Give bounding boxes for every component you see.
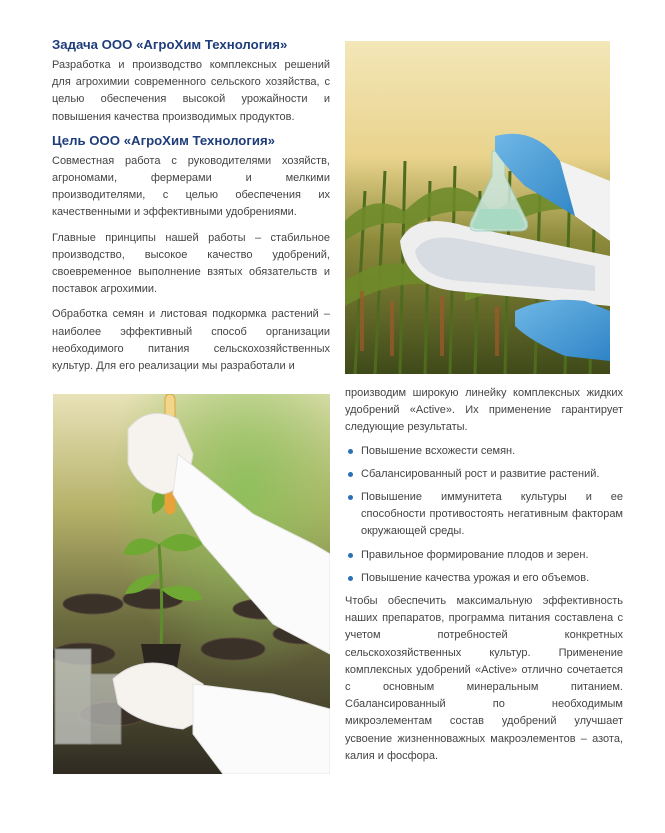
left-text-column xyxy=(52,36,330,383)
list-item: Повышение всхожести семян. xyxy=(345,443,623,460)
bullet-icon xyxy=(348,576,353,581)
goal-heading: Цель ООО «АгроХим Технология» xyxy=(52,132,275,148)
greenhouse-seedling-photo xyxy=(53,394,330,774)
principles-paragraph: Главные принципы нашей работы – стабильное производство, высокое качество удобрений, своевременное выполнение взятых обязательств и поставок агрохимии. xyxy=(52,231,330,296)
goal-paragraph: Совместная работа с руководителями хозяйств, агрономами, фермерами и мелкими производителями, с целью обеспечения их качественными и эффективными удобрениями. xyxy=(52,154,330,219)
bullet-icon xyxy=(348,472,353,477)
right-text-column xyxy=(345,385,623,773)
corn-field-photo xyxy=(345,41,610,374)
closing-paragraph: Чтобы обеспечить максимальную эффективность наших препаратов, программа питания составлена с учетом потребностей конкретных сельскохозяйственных культур. Применение комплексных удобрений «Active» отлично сочетается с основным минеральным питанием. Сбалансированный по необходимым микроэлементам состав удобрений улучшает усвоение жизненноважных макроэлементов – азота, калия и фосфора. xyxy=(345,595,623,762)
results-list xyxy=(345,443,623,587)
task-heading: Задача ООО «АгроХим Технология» xyxy=(52,37,288,52)
task-text: Разработка и производство комплексных решений для агрохимии современного сельского хозяйства, с целью обеспечения высокой урожайности и повышения качества производимых продуктов. xyxy=(52,59,330,123)
bullet-icon xyxy=(348,553,353,558)
bullet-icon xyxy=(348,495,353,500)
list-item: Правильное формирование плодов и зерен. xyxy=(345,547,623,564)
list-item: Повышение иммунитета культуры и ее способности противостоять негативным факторам окружающей среды. xyxy=(345,489,623,541)
treatment-paragraph: Обработка семян и листовая подкормка растений – наиболее эффективный способ организации необходимого питания сельскохозяйственных культур. Для его реализации мы разработали и xyxy=(52,308,330,373)
continued-intro: производим широкую линейку комплексных жидких удобрений «Active». Их применение гарантирует следующие результаты. xyxy=(345,387,623,434)
list-item: Повышение качества урожая и его объемов. xyxy=(345,570,623,587)
list-item: Сбалансированный рост и развитие растений. xyxy=(345,466,623,483)
bullet-icon xyxy=(348,449,353,454)
